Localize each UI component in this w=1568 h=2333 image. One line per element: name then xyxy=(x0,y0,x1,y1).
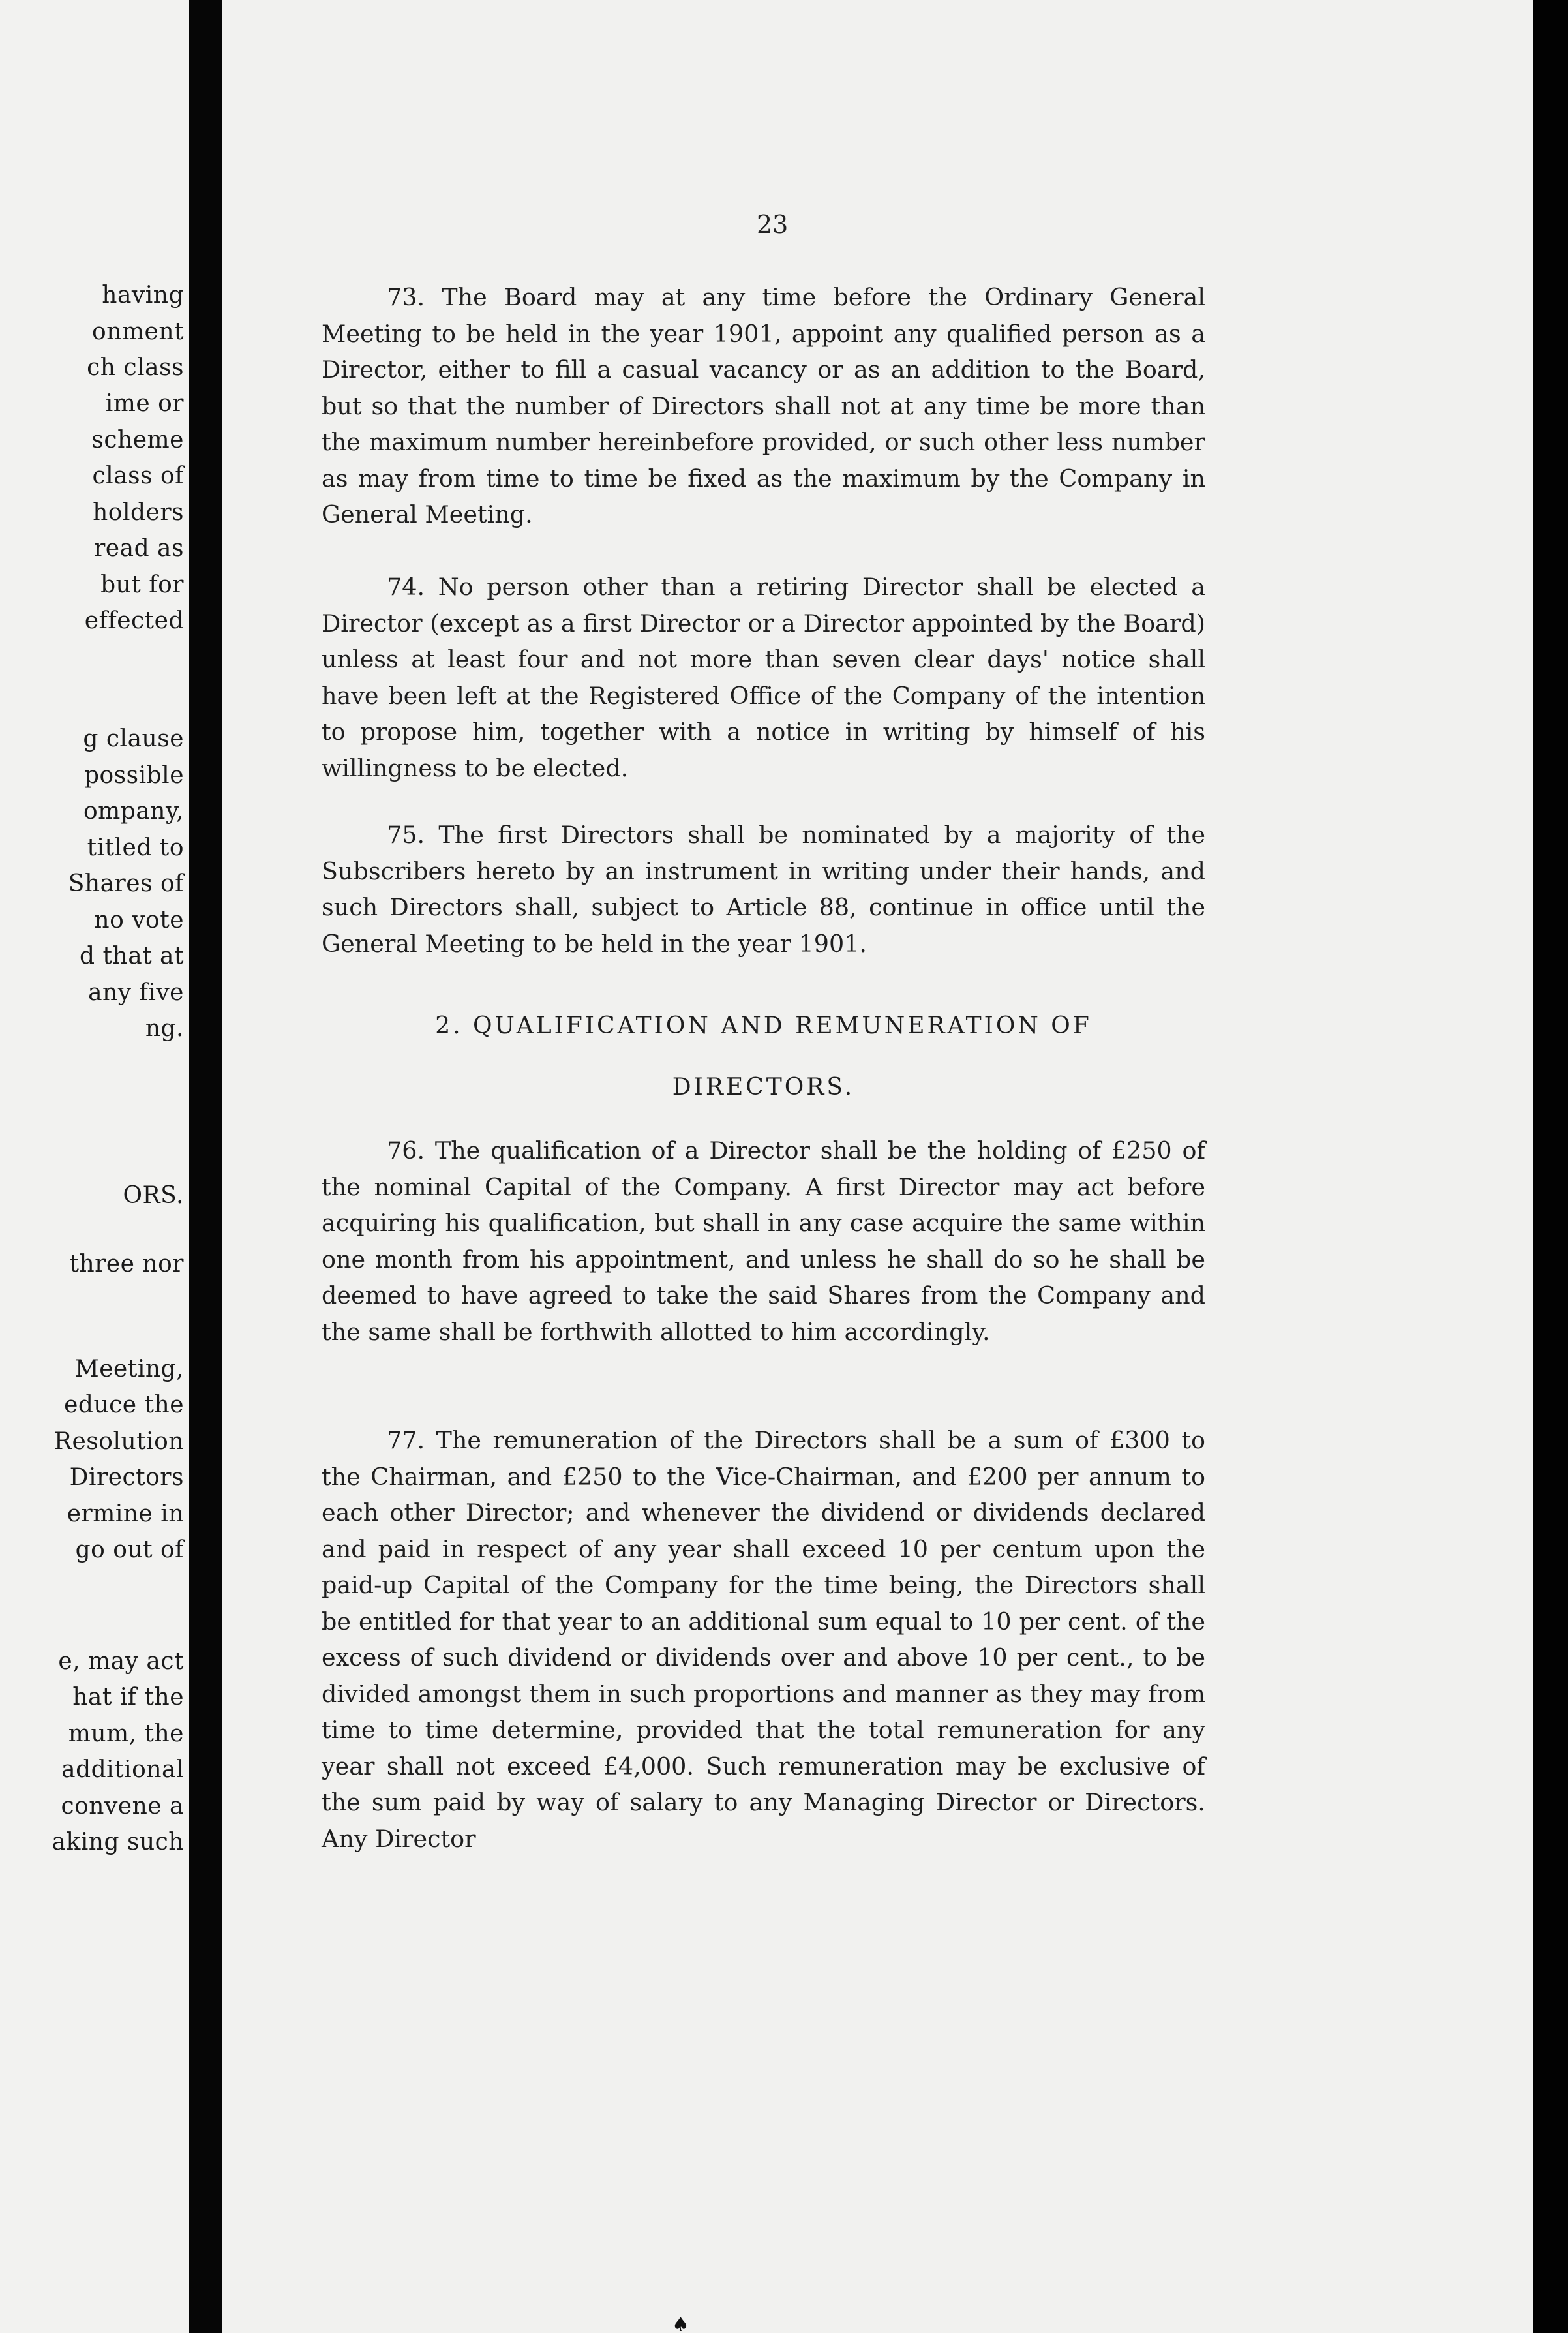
left-page-line: holders xyxy=(93,499,184,526)
article-77: 77. The remuneration of the Directors shall be a sum of £300 to the Chairman, and £250 to the Vice-Chairman, and £200 per annum to each other Director; and whenever the dividend or dividends declared and paid in respect of any year shall exceed 10 per centum upon the paid-up Capital of the Company for the time being, the Directors shall be entitled for that year to an additional sum equal to 10 per cent. of the excess of such dividend or dividends over and above 10 per cent., to be divided amongst them in such proportions and manner as they may from time to time determine, provided that the total remuneration for any year shall not exceed £4,000. Such remuneration may be exclusive of the sum paid by way of salary to any Managing Director or Directors. Any Director xyxy=(322,1426,1205,1853)
left-page-line: having xyxy=(102,282,184,309)
left-page-line: any five xyxy=(88,979,184,1006)
left-page-line: Resolution xyxy=(53,1428,184,1455)
article-76: 76. The qualification of a Director shall be the holding of £250 of the nominal Capital of the Company. A first Director may act before acquiring his qualification, but shall in any case acquire the same within one month from his appointment, and unless he shall do so he shall be deemed to have agreed to take the said Shares from the Company and the same shall be forthwith allotted to him accordingly. xyxy=(322,1136,1205,1346)
left-page-fragment xyxy=(0,0,189,2333)
left-page-line: class of xyxy=(92,463,184,489)
bottom-binding-mark: ♠ xyxy=(672,2313,689,2333)
left-page-line: ermine in xyxy=(67,1501,184,1527)
left-page-line: ime or xyxy=(105,390,184,417)
left-page-line: three nor xyxy=(69,1251,184,1277)
left-page-line: Shares of xyxy=(68,870,184,897)
left-page-line: effected xyxy=(84,607,184,634)
left-page-line: ch class xyxy=(87,354,184,381)
left-page-line: ompany, xyxy=(83,798,184,825)
left-page-line: ORS. xyxy=(123,1182,184,1209)
book-gutter xyxy=(189,0,222,2333)
left-page-line: ng. xyxy=(145,1015,184,1042)
right-page-edge xyxy=(1533,0,1568,2333)
left-page-line: Meeting, xyxy=(74,1356,184,1382)
left-page-line: no vote xyxy=(94,907,184,934)
left-page-line: hat if the xyxy=(72,1684,184,1711)
article-74: 74. No person other than a retiring Director shall be elected a Director (except as a first Director or a Director appointed by the Board) unless at least four and not more than seven clear days' notice shall have been left at the Registered Office of the Company of the intention to propose him, together with a notice in writing by himself of his willingness to be elected. xyxy=(322,573,1205,782)
left-page-line: but for xyxy=(100,572,184,598)
left-page-line: titled to xyxy=(87,834,184,861)
left-page-line: possible xyxy=(83,762,184,789)
left-page-line: mum, the xyxy=(68,1720,184,1747)
section-heading-line2: DIRECTORS. xyxy=(672,1074,855,1101)
left-page-line: scheme xyxy=(91,427,184,453)
page-number: 23 xyxy=(757,210,789,239)
left-page-line: aking such xyxy=(52,1829,184,1855)
article-75: 75. The first Directors shall be nominated by a majority of the Subscribers hereto by an instrument in writing under their hands, and such Directors shall, subject to Article 88, continue in office until the General Meeting to be held in the year 1901. xyxy=(322,821,1205,958)
left-page-line: e, may act xyxy=(58,1648,184,1675)
left-page-line: Directors xyxy=(69,1464,184,1491)
left-page-line: d that at xyxy=(80,943,184,969)
article-73: 73. The Board may at any time before the Ordinary General Meeting to be held in the year 1901, appoint any qualified person as a Director, either to fill a casual vacancy or as an addition to the Board, but so that the number of Directors shall not at any time be more than the maximum number hereinbefore provided, or such other less number as may from time to time be fixed as the maximum by the Company in General Meeting. xyxy=(322,283,1205,528)
left-page-line: read as xyxy=(94,535,184,562)
left-page-line: onment xyxy=(92,318,184,345)
left-page-line: g clause xyxy=(83,725,184,752)
left-page-line: convene a xyxy=(61,1793,184,1820)
left-page-line: educe the xyxy=(64,1392,184,1418)
section-heading-line1: 2. QUALIFICATION AND REMUNERATION OF xyxy=(435,1013,1092,1039)
left-page-line: additional xyxy=(61,1756,184,1783)
left-page-line: go out of xyxy=(75,1536,184,1563)
